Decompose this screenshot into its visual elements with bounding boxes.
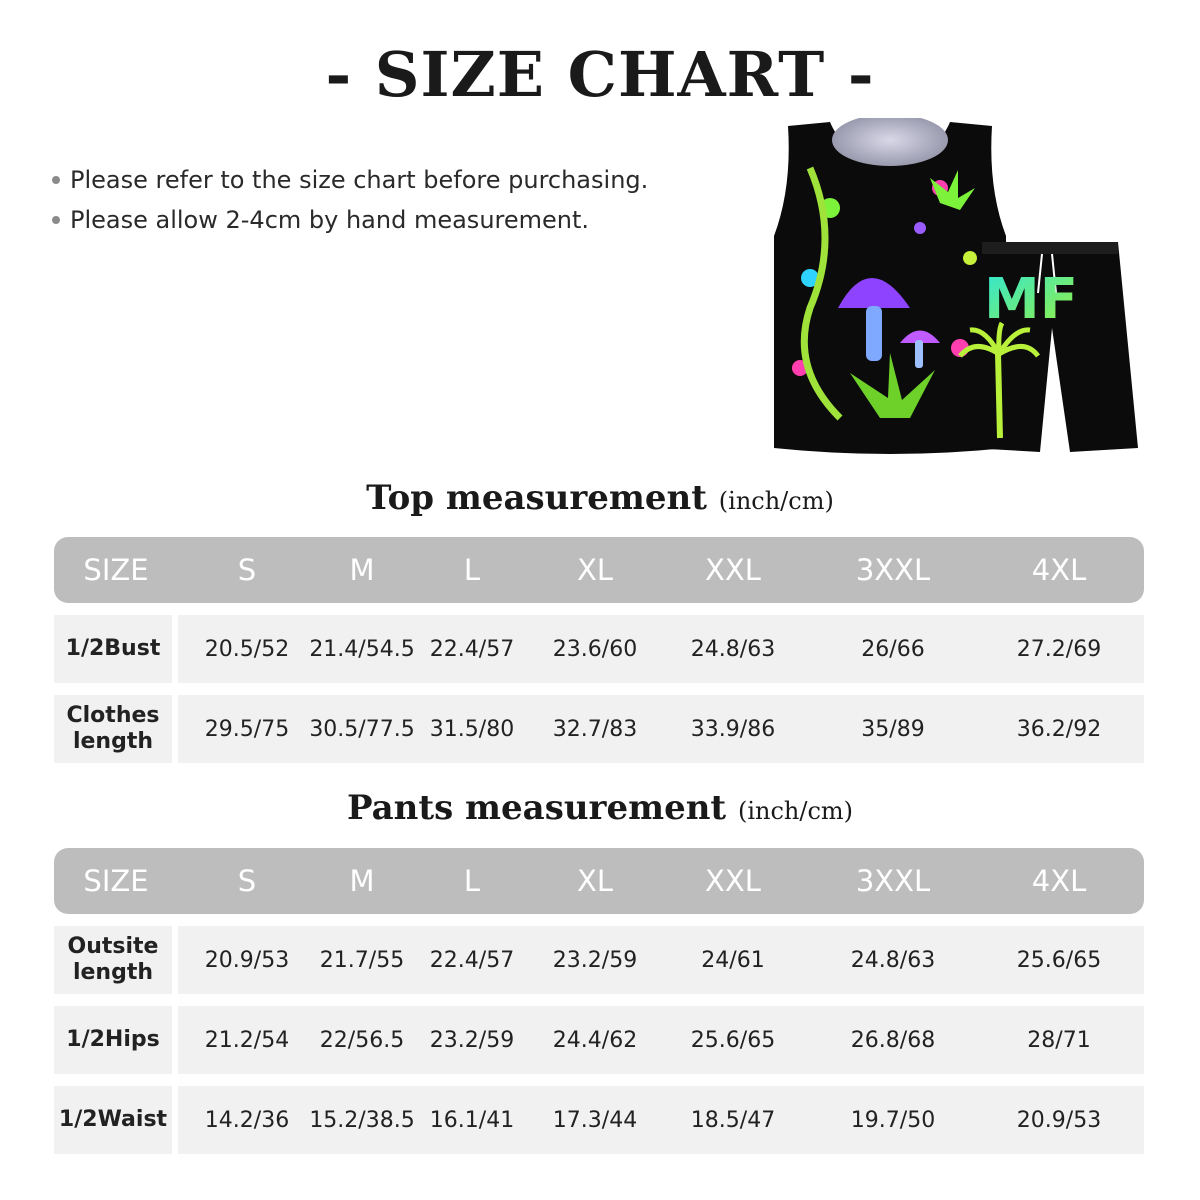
table-cell: 27.2/69	[1016, 636, 1102, 662]
table-cell: 18.5/47	[690, 1107, 776, 1133]
header-cell: XXL	[705, 864, 761, 898]
note-text: Please allow 2-4cm by hand measurement.	[70, 206, 590, 234]
table-cell: 22.4/57	[429, 636, 515, 662]
row-label: Outsite length	[54, 926, 178, 994]
table-row	[54, 1006, 1144, 1074]
table-cell: 22/56.5	[319, 1027, 405, 1053]
table-cell: 15.2/38.5	[309, 1107, 415, 1133]
table-cell: 24.4/62	[552, 1027, 638, 1053]
row-label: 1/2Waist	[54, 1086, 178, 1154]
table-cell: 28/71	[1027, 1027, 1091, 1053]
product-image	[770, 118, 1150, 463]
note-item	[52, 160, 648, 200]
table-cell: 16.1/41	[429, 1107, 515, 1133]
header-cell: 4XL	[1031, 553, 1087, 587]
header-cell: S	[237, 864, 257, 898]
header-cell: M	[349, 553, 375, 587]
table-cell: 23.2/59	[552, 947, 638, 973]
table-cell: 21.4/54.5	[309, 636, 415, 662]
table-cell: 30.5/77.5	[309, 716, 415, 742]
table-cell: 36.2/92	[1016, 716, 1102, 742]
note-item	[52, 200, 648, 240]
page-title: - SIZE CHART -	[325, 38, 875, 111]
pants-measurement-table	[54, 848, 1144, 1154]
table-cell: 21.7/55	[319, 947, 405, 973]
table-cell: 19.7/50	[850, 1107, 936, 1133]
table-cell: 24/61	[701, 947, 765, 973]
row-label: Clothes length	[54, 695, 178, 763]
table-cell: 20.5/52	[204, 636, 290, 662]
table-header-row	[54, 848, 1144, 914]
table-cell: 31.5/80	[429, 716, 515, 742]
table-cell: 25.6/65	[1016, 947, 1102, 973]
bullet-icon	[52, 176, 60, 184]
table-cell: 22.4/57	[429, 947, 515, 973]
header-cell: M	[349, 864, 375, 898]
table-cell: 23.6/60	[552, 636, 638, 662]
section-unit: (inch/cm)	[718, 487, 834, 515]
header-cell: XL	[576, 864, 614, 898]
table-cell: 24.8/63	[850, 947, 936, 973]
bullet-icon	[52, 216, 60, 224]
shorts-text: MF	[984, 267, 1078, 332]
header-cell: SIZE	[83, 553, 149, 587]
header-cell: XXL	[705, 553, 761, 587]
table-cell: 29.5/75	[204, 716, 290, 742]
table-row	[54, 1086, 1144, 1154]
table-cell: 21.2/54	[204, 1027, 290, 1053]
header-cell: L	[463, 864, 481, 898]
table-cell: 25.6/65	[690, 1027, 776, 1053]
table-cell: 26.8/68	[850, 1027, 936, 1053]
table-row	[54, 926, 1144, 994]
header-cell: L	[463, 553, 481, 587]
section-title-text: Pants measurement	[346, 788, 727, 828]
header-cell: XL	[576, 553, 614, 587]
row-label: 1/2Hips	[54, 1006, 178, 1074]
table-cell: 32.7/83	[552, 716, 638, 742]
table-cell: 35/89	[861, 716, 925, 742]
header-cell: 4XL	[1031, 864, 1087, 898]
table-cell: 26/66	[861, 636, 925, 662]
table-cell: 14.2/36	[204, 1107, 290, 1133]
section-title-text: Top measurement	[366, 478, 707, 518]
table-header-row	[54, 537, 1144, 603]
row-label: 1/2Bust	[54, 615, 178, 683]
table-cell: 20.9/53	[204, 947, 290, 973]
table-row	[54, 615, 1144, 683]
table-row	[54, 695, 1144, 763]
header-cell: SIZE	[83, 864, 149, 898]
note-text: Please refer to the size chart before purchasing.	[70, 166, 649, 194]
header-cell: S	[237, 553, 257, 587]
top-measurement-title	[0, 478, 1200, 518]
table-cell: 24.8/63	[690, 636, 776, 662]
top-measurement-table	[54, 537, 1144, 763]
pants-measurement-title	[0, 788, 1200, 828]
table-cell: 23.2/59	[429, 1027, 515, 1053]
table-cell: 17.3/44	[552, 1107, 638, 1133]
table-cell: 20.9/53	[1016, 1107, 1102, 1133]
notes-list	[52, 160, 648, 240]
header-cell: 3XXL	[855, 553, 931, 587]
header-cell: 3XXL	[855, 864, 931, 898]
table-cell: 33.9/86	[690, 716, 776, 742]
section-unit: (inch/cm)	[737, 797, 854, 825]
tank-top-and-shorts-icon	[770, 118, 1150, 463]
